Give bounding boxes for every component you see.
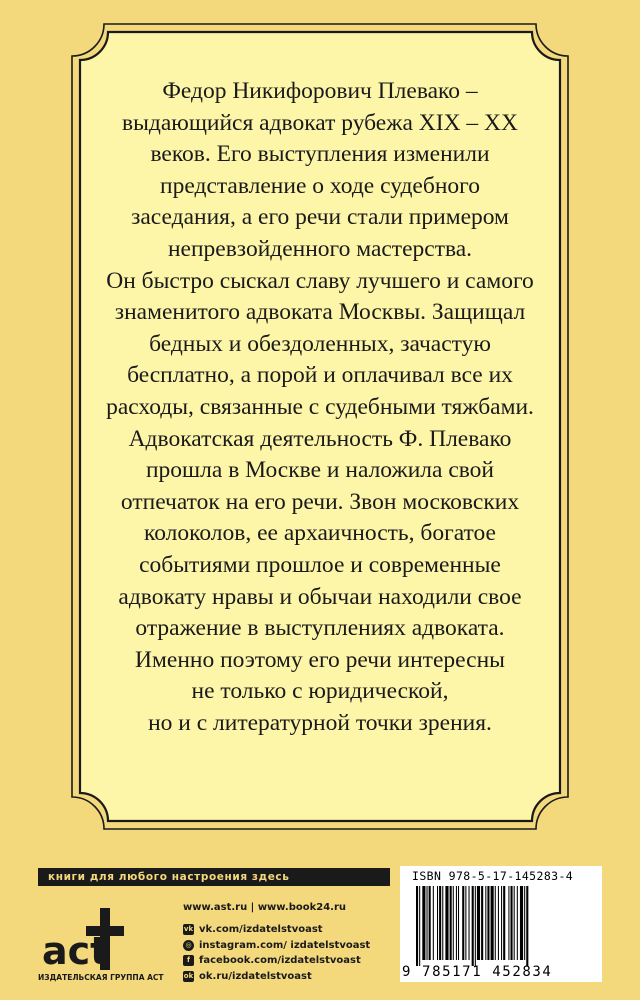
description-line: колоколов, ее архаичность, богатое (144, 520, 496, 547)
description-line: не только с юридической, (191, 678, 449, 705)
description-line: отражение в выступлениях адвоката. (135, 615, 505, 642)
description-line: адвокату нравы и обычаи находили свое (118, 583, 522, 610)
description-line: бесплатно, а порой и оплачивал все их (127, 362, 513, 389)
description-line: отпечаток на его речи. Звон московских (120, 488, 520, 515)
website-links[interactable]: www.ast.ru | www.book24.ru (183, 902, 347, 913)
social-link[interactable] (183, 969, 370, 985)
description-line: Он быстро сыскал славу лучшего и самого (106, 267, 534, 294)
publisher-caption: ИЗДАТЕЛЬСКАЯ ГРУППА АСТ (38, 973, 164, 982)
slogan-bar: книги для любого настроения здесь (38, 868, 390, 886)
social-link-text: vk.com/izdatelstvoast (199, 924, 323, 936)
barcode-block (400, 866, 602, 982)
description-line: Адвокатская деятельность Ф. Плевако (128, 425, 512, 452)
description-line: заседания, а его речи стали примером (131, 204, 509, 231)
description-line: событиями прошлое и современные (139, 551, 501, 578)
social-link[interactable] (183, 938, 370, 954)
description-line: непревзойденного мастерства. (167, 235, 473, 262)
social-link-text: instagram.com/ izdatelstvoast (199, 939, 371, 951)
description-line: прошла в Москве и наложила свой (145, 457, 495, 484)
vk-icon: vk (183, 925, 194, 934)
description-line: Федор Никифорович Плевако – (162, 78, 478, 104)
social-link-text: facebook.com/izdatelstvoast (199, 955, 361, 967)
description-line: веков. Его выступления изменили (150, 141, 490, 168)
logo-text: act (42, 929, 109, 973)
barcode-icon (412, 886, 590, 966)
facebook-icon: f (183, 955, 194, 966)
social-links (183, 922, 370, 984)
description-line: выдающийся адвокат рубежа XIX – XX (121, 109, 518, 136)
description-line: расходы, связанные с судебными тяжбами. (106, 393, 534, 420)
description-line: но и с литературной точки зрения. (148, 709, 492, 736)
description-line: знаменитого адвоката Москвы. Защищал (114, 299, 526, 326)
social-link-text: ok.ru/izdatelstvoast (199, 970, 312, 982)
social-link[interactable] (183, 953, 370, 969)
barcode-digits: 9 785171 452834 (402, 964, 553, 980)
social-link[interactable] (183, 922, 370, 938)
publisher-footer (38, 860, 602, 990)
description-line: Именно поэтому его речи интересны (135, 646, 505, 673)
odnoklassniki-icon: ok (183, 971, 194, 980)
isbn-label: ISBN 978-5-17-145283-4 (412, 869, 574, 883)
description-line: представление о ходе судебного (160, 172, 480, 199)
description-line: бедных и обездоленных, зачастую (149, 330, 491, 357)
instagram-icon: ◎ (183, 940, 194, 951)
book-description (85, 76, 555, 739)
